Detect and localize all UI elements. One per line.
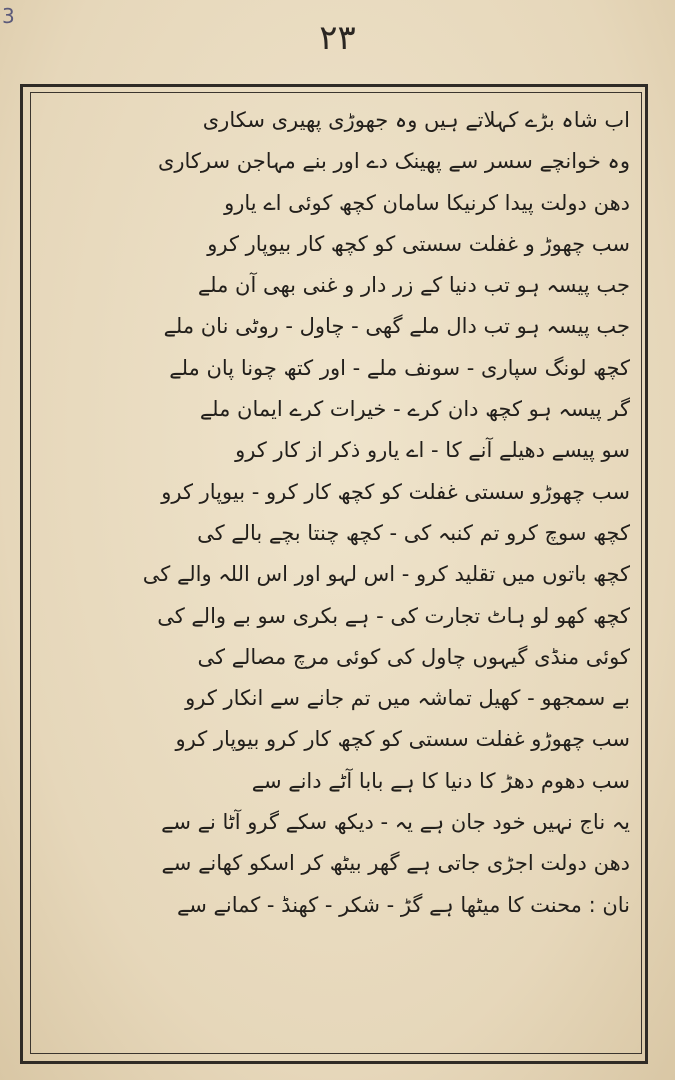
poem-text-block [50,100,630,926]
poem-line: کچھ لونگ سپاری - سونف ملے - اور کتھ چونا پان ملے [169,355,630,380]
poem-line: دھن دولت پیدا کرنیکا سامان کچھ کوئی اے یارو [224,190,630,215]
poem-line: کچھ سوچ کرو تم کنبہ کی - کچھ چنتا بچے بالے کی [197,520,630,545]
poem-line: کچھ کھو لو ہاٹ تجارت کی - ہے بکری سو بے والے کی [157,603,630,628]
poem-line: نان : محنت کا میٹھا ہے گڑ - شکر - کھنڈ - کمانے سے [176,892,630,917]
poem-line: اب شاہ بڑے کہلاتے ہیں وہ جھوڑی پھیری سکاری [202,108,630,132]
poem-line: سب چھوڑ و غفلت سستی کو کچھ کار بیوپار کرو [207,231,630,256]
poem-line: جب پیسہ ہو تب دال ملے گھی - چاول - روٹی نان ملے [163,314,630,339]
poem-line: کوئی منڈی گیہوں چاول کی کوئی مرچ مصالے کی [197,644,630,669]
poem-line: سب چھوڑو غفلت سستی کو کچھ کار کرو بیوپار کرو [175,727,630,752]
poem-line: سو پیسے دھیلے آنے کا - اے یارو ذکر از کار کرو [235,438,630,463]
poem-line: یہ ناج نہیں خود جان ہے یہ - دیکھ سکے گرو آٹا نے سے [161,810,630,835]
poem-line: سب دھوم دھڑ کا دنیا کا ہے بابا آٹے دانے سے [251,768,630,793]
corner-mark: 3 [2,4,15,28]
poem-line: گر پیسہ ہو کچھ دان کرے - خیرات کرے ایمان ملے [199,397,630,422]
poem-line: جب پیسہ ہو تب دنیا کے زر دار و غنی بھی آن ملے [197,273,630,298]
poem-line: وہ خوانچے سسر سے پھینک دے اور بنے مہاجن سرکاری [157,149,630,174]
page-number: ۲۳ [319,18,356,58]
poem-line: سب چھوڑو سستی غفلت کو کچھ کار کرو - بیوپار کرو [161,479,630,504]
poem-line: دھن دولت اجڑی جاتی ہے گھر بیٹھ کر اسکو کھانے سے [161,851,630,876]
poem-line: بے سمجھو - کھیل تماشہ میں تم جانے سے انکار کرو [185,686,630,711]
poem-line: کچھ باتوں میں تقلید کرو - اس لہو اور اس اللہ والے کی [142,562,630,587]
